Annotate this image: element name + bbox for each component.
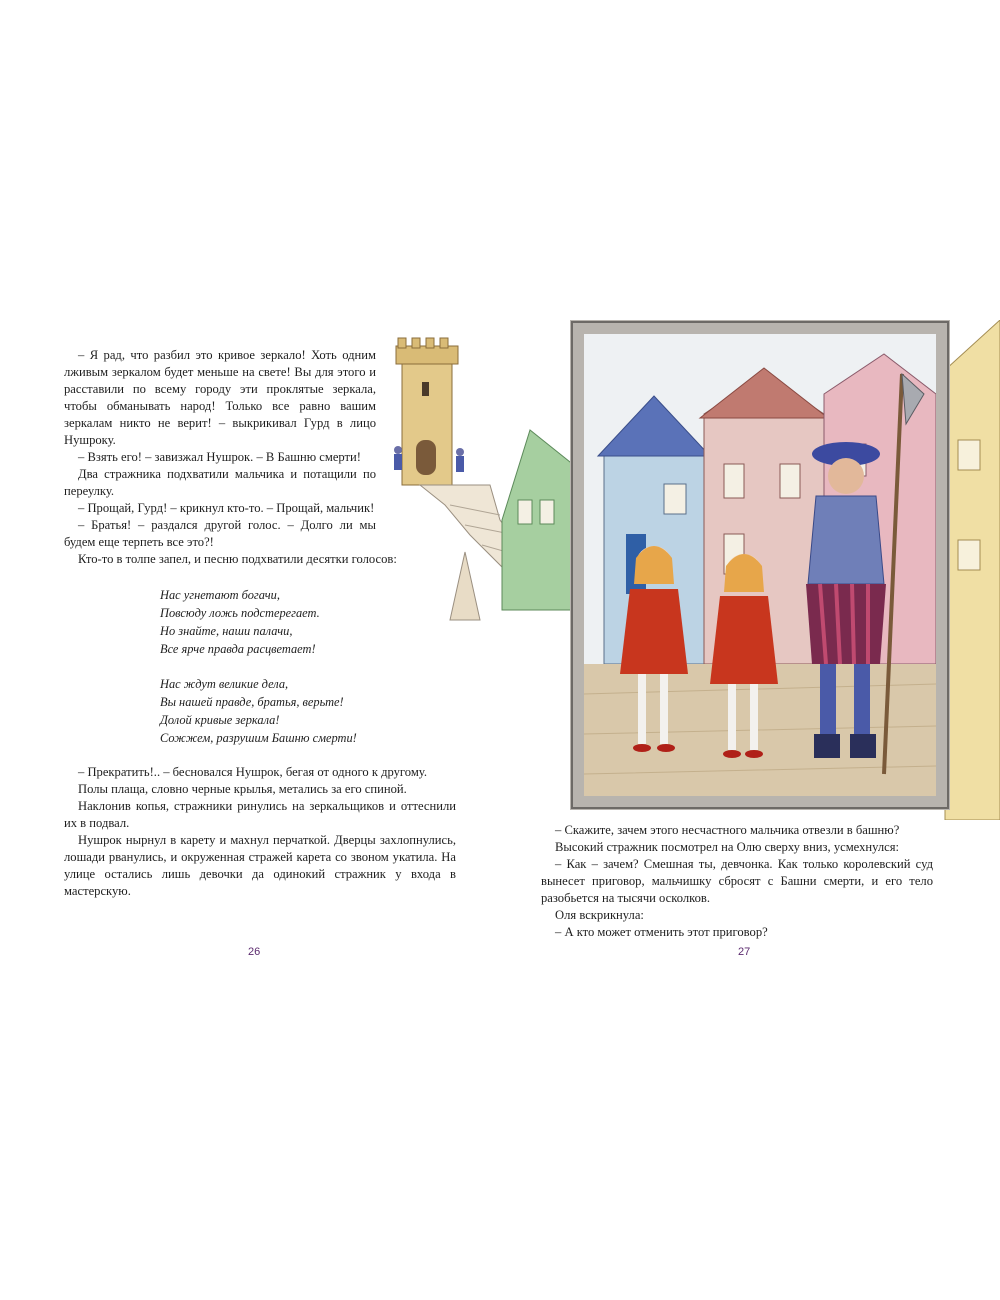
illustration (390, 320, 1000, 820)
paragraph: – Прекратить!.. – бесновался Нушрок, бегая от одного к другому. (78, 765, 427, 779)
poem-line: Нас ждут великие дела, (160, 677, 289, 691)
page-number: 27 (738, 946, 751, 958)
paragraph: Нушрок нырнул в карету и махнул перчаткой. Дверцы захлопнулись, лошади рванулись, и окруженная стражей карета со звоном укатила. На улице остались лишь девочки да одинокий стражник у входа в мастерскую. (64, 833, 456, 898)
paragraph: – А кто может отменить этот приговор? (555, 925, 768, 939)
paragraph: – Скажите, зачем этого несчастного мальчика отвезли в башню? (555, 823, 900, 837)
paragraph: – Братья! – раздался другой голос. – Долго ли мы будем еще терпеть все это?! (64, 518, 376, 549)
paragraph: Кто-то в толпе запел, и песню подхватили десятки голосов: (78, 552, 397, 566)
tower-icon (396, 338, 458, 485)
poem-line: Сожжем, разрушим Башню смерти! (160, 731, 357, 745)
poem-line: Но знайте, наши палачи, (160, 624, 293, 638)
right-page-text (541, 822, 933, 941)
paragraph: Два стражника подхватили мальчика и потащили по переулку. (64, 467, 376, 498)
poem-line: Долой кривые зеркала! (160, 713, 280, 727)
house-icon (502, 430, 580, 610)
paragraph: Наклонив копья, стражники ринулись на зеркальщиков и оттеснили их в подвал. (64, 799, 456, 830)
poem-line: Повсюду ложь подстерегает. (160, 606, 320, 620)
paragraph: – Я рад, что разбил это кривое зеркало! Хоть одним лживым зеркалом будет меньше на свете! Вы для этого и расставили по всему городу эти проклятые зеркала, чтобы обманывать народ! Только все равно вашим зеркалам никто не верит! – выкрикивал Гурд в лицо Нушроку. (64, 348, 376, 447)
street-scene-drawing (584, 334, 936, 796)
poem-line: Нас угнетают богачи, (160, 588, 280, 602)
page-number: 26 (248, 946, 261, 958)
paragraph: – Взять его! – завизжал Нушрок. – В Башню смерти! (78, 450, 361, 464)
paragraph: Полы плаща, словно черные крылья, метались за его спиной. (78, 782, 407, 796)
paragraph: – Прощай, Гурд! – крикнул кто-то. – Прощай, мальчик! (78, 501, 375, 515)
paragraph: – Как – зачем? Смешная ты, девчонка. Как только королевский суд вынесет приговор, мальчишку сбросят с Башни смерти, и его тело разобьется на тысячи осколков. (541, 857, 933, 905)
wrapped-text-column (64, 347, 376, 551)
poem-line: Вы нашей правде, братья, верьте! (160, 695, 344, 709)
paragraph: Оля вскрикнула: (555, 908, 644, 922)
poem-line: Все ярче правда расцветает! (160, 642, 316, 656)
building-icon (945, 320, 1000, 820)
paragraph: Высокий стражник посмотрел на Олю сверху вниз, усмехнулся: (555, 840, 900, 854)
picture-frame (570, 320, 950, 810)
